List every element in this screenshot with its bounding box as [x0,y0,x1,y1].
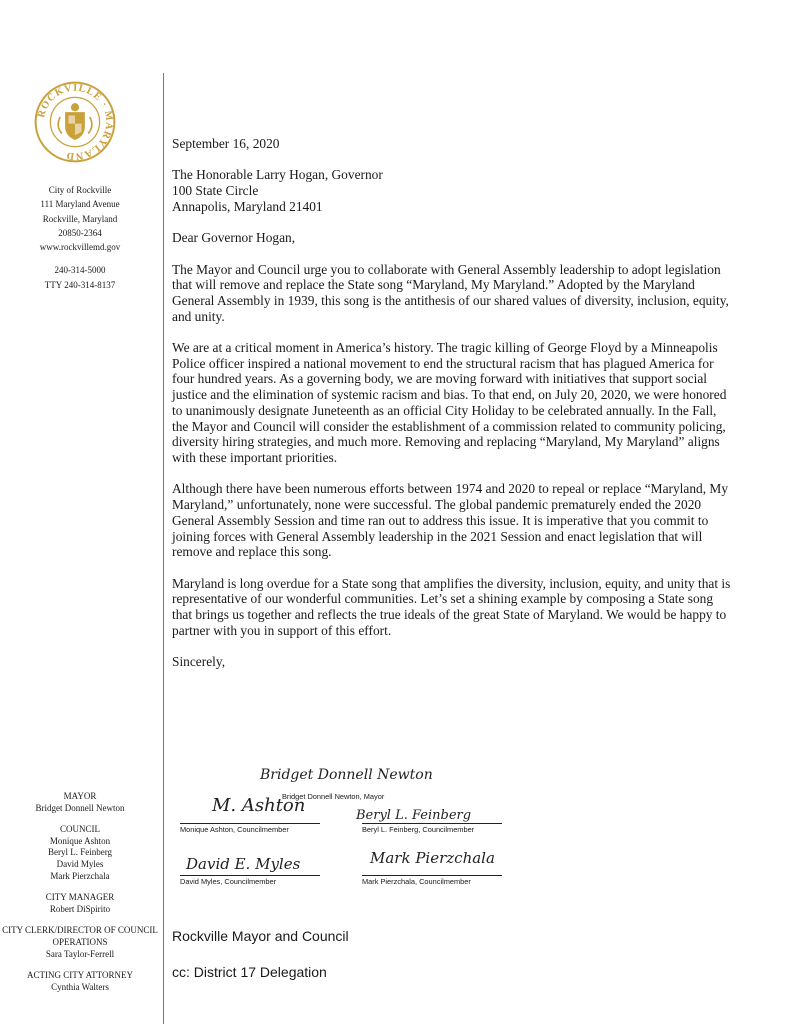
recipient-address [172,167,732,214]
signature-block [172,765,532,895]
paragraph: We are at a critical moment in America’s history. The tragic killing of George Floyd by a Minneapolis Police officer inspired a national movement to end the structural racism that has plagued America for four hundred years. As a governing body, we are moving forward with initiatives that support social justice and the elimination of systemic racism and bias. To that end, on July 20, 2020, we were honored to unanimously designate Juneteenth as an official City Holiday to be celebrated annually. In the Fall, the Mayor and Council will consider the establishment of a commission related to community policing, diversity hiring strategies, and much more. Removing and replacing “Maryland, My Maryland” aligns with these important priorities. [172,340,727,465]
letter-date: September 16, 2020 [172,136,280,151]
address-line: 100 State Circle [172,183,259,199]
phone-number: 240-314-5000 [54,265,106,276]
city-manager-group [0,892,160,915]
official-title: CITY CLERK/DIRECTOR OF COUNCIL OPERATIONS [2,925,158,947]
paragraph: The Mayor and Council urge you to collaborate with General Assembly leadership to adopt legislation that will remove and replace the State song “Maryland, My Maryland.” Adopted by the Maryland General Assembly in 1939, this song is the antithesis of our shared values of diversity, inclusion, equity, and unity. [172,261,729,324]
official-name: Mark Pierzchala [50,870,110,881]
feinberg-signature: Beryl L. Feinberg [356,808,472,823]
feinberg-signature-block [362,823,502,834]
city-seal [34,81,116,163]
myles-signature: David E. Myles [186,855,301,873]
official-title: CITY MANAGER [45,892,115,903]
city-attorney-group [0,970,160,993]
contact-line: City of Rockville [48,185,112,195]
pierzchala-signature-block [362,875,502,886]
contact-line: 111 Maryland Avenue [40,199,120,210]
pierzchala-signature-label: Mark Pierzchala, Councilmember [362,877,471,886]
ashton-signature-block [180,823,320,834]
paragraph: Maryland is long overdue for a State song that amplifies the diversity, inclusion, equity, and unity that is representative of our wonderful communities. Let’s set a shining example by composing a State song that brings us together and reflects the true ideals of the great State of Maryland. We would be happy to partner with you in support of this effort. [172,575,731,638]
ashton-signature: M. Ashton [212,795,306,816]
cc-line: cc: District 17 Delegation [172,964,327,980]
official-name: Beryl L. Feinberg [47,847,113,858]
signoff: Sincerely, [172,654,226,670]
official-name: Monique Ashton [49,835,111,846]
official-name: Robert DiSpirito [49,903,111,914]
city-contact [0,183,160,292]
official-name: Cynthia Walters [51,981,109,992]
mayor-signature-label: Bridget Donnell Newton, Mayor [282,792,385,801]
mayor-signature: Bridget Donnell Newton [260,767,433,783]
myles-signature-block [180,875,320,886]
website-link[interactable]: www.rockvillemd.gov [39,242,121,253]
official-name: Sara Taylor-Ferrell [45,948,115,959]
closing-signature: Rockville Mayor and Council [172,928,349,944]
contact-line: Rockville, Maryland [42,213,118,224]
seal-lettering: ROCKVILLE · MARYLAND [36,82,115,162]
contact-line: 20850-2364 [58,227,102,238]
official-title: ACTING CITY ATTORNEY [27,970,133,981]
pierzchala-signature: Mark Pierzchala [370,849,495,867]
letter-body [172,136,732,685]
official-name: Bridget Donnell Newton [35,802,125,813]
council-group [0,824,160,882]
sidebar-divider [163,73,164,1024]
address-line: The Honorable Larry Hogan, Governor [172,167,383,183]
address-line: Annapolis, Maryland 21401 [172,198,323,214]
official-title: MAYOR [63,791,97,801]
official-name: David Myles [56,858,104,869]
letterhead-sidebar [0,0,160,1024]
mayor-group [0,791,160,814]
salutation: Dear Governor Hogan, [172,230,296,246]
myles-signature-label: David Myles, Councilmember [180,877,277,886]
paragraph: Although there have been numerous efforts between 1974 and 2020 to repeal or replace “Maryland, My Maryland,” unfortunately, none were successful. The global pandemic prematurely ended the 2020 General Assembly Session and time ran out to address this issue. It is imperative that you commit to joining forces with General Assembly leadership in the 2021 Session and enact legislation that will remove and replace this song. [172,481,729,560]
official-title: COUNCIL [60,824,100,835]
feinberg-signature-label: Beryl L. Feinberg, Councilmember [362,825,475,834]
officials-list [0,791,160,1003]
tty-number: TTY 240-314-8137 [44,279,116,290]
city-clerk-group [0,925,160,960]
ashton-signature-label: Monique Ashton, Councilmember [180,825,289,834]
